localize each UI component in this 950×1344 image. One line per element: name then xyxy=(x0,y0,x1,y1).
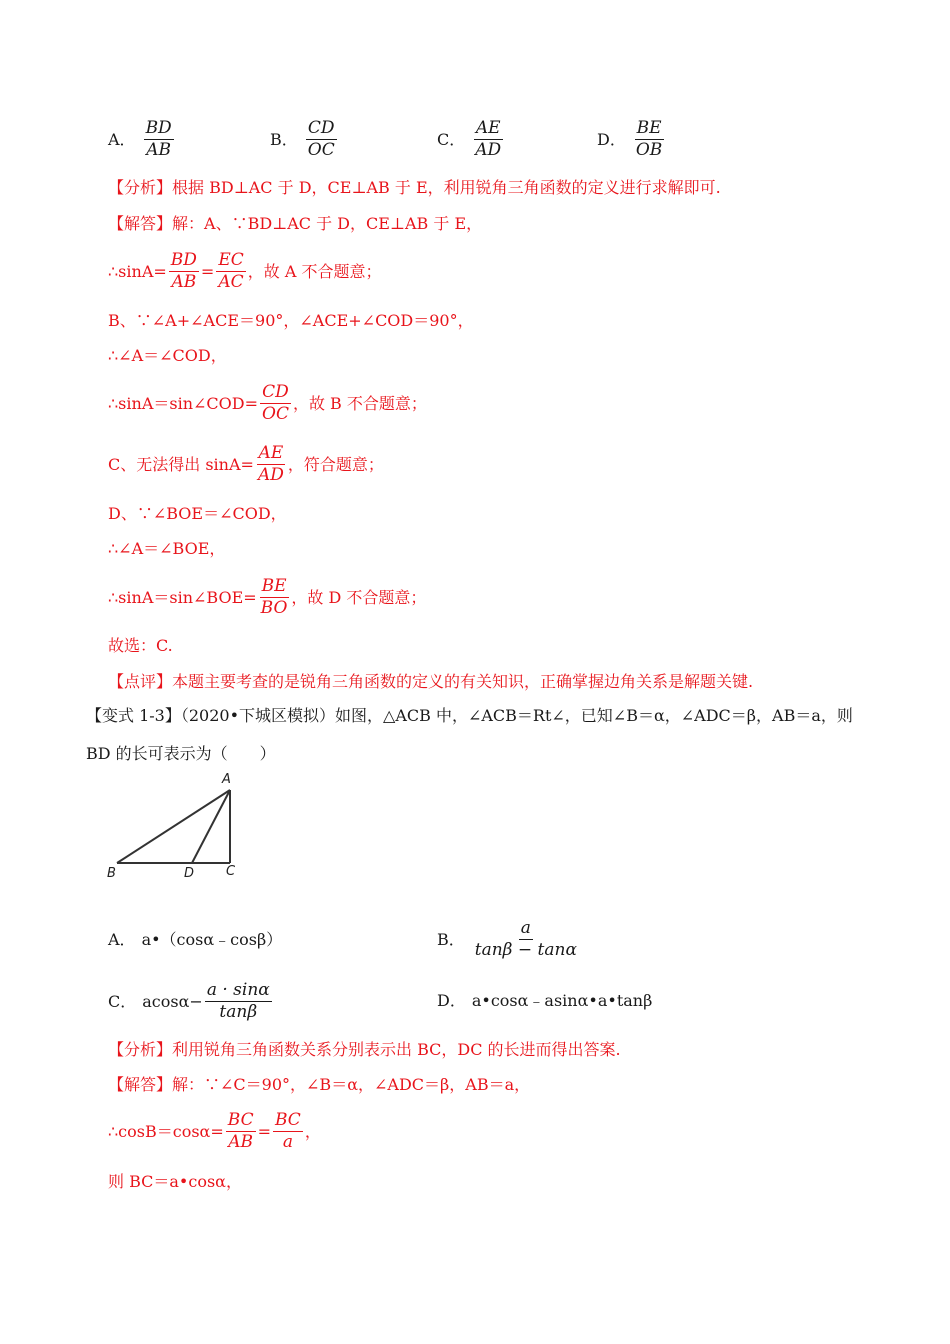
analysis-tag: 【分析】 xyxy=(108,1040,173,1059)
fraction-denominator: AD xyxy=(257,465,284,485)
answer-tag: 【解答】 xyxy=(108,1075,173,1094)
expr-text: ，符合题意； xyxy=(287,454,384,474)
vertex-label-a: A xyxy=(222,772,231,787)
q2-answer-line-3: 则 BC＝a•cosα， xyxy=(108,1172,242,1191)
option-label: C． xyxy=(437,129,466,149)
option-label: A． xyxy=(108,129,136,149)
fraction-denominator: OB xyxy=(635,140,663,160)
option-text: acosα− xyxy=(142,991,203,1011)
answer-text: 解：∵∠C＝90°，∠B＝α，∠ADC＝β，AB＝a， xyxy=(172,1075,531,1094)
fraction-numerator: BD xyxy=(170,250,197,270)
fraction-denominator: OC xyxy=(262,404,289,424)
fraction-denominator: AB xyxy=(171,272,197,292)
segment-da xyxy=(192,790,230,863)
fraction-numerator: CD xyxy=(307,118,335,138)
expr-text: ， xyxy=(304,1121,321,1141)
fraction-numerator: EC xyxy=(218,250,244,270)
q1-option-d xyxy=(597,118,666,161)
fraction-numerator: a xyxy=(520,918,531,938)
fraction-denominator: AC xyxy=(218,272,244,292)
fraction-denominator: AD xyxy=(475,140,502,160)
expr-text: ∴sinA＝sin∠BOE= xyxy=(108,587,257,607)
fraction-numerator: AE xyxy=(258,443,284,463)
q2-answer-line-1 xyxy=(108,1075,530,1095)
comment-text: 本题主要考查的是锐角三角函数的定义的有关知识，正确掌握边角关系是解题关键. xyxy=(172,672,754,691)
equals-sign: = xyxy=(257,1121,271,1141)
q1-answer-line-10: 故选：C. xyxy=(108,636,173,655)
q2-option-a xyxy=(108,930,282,950)
comment-tag: 【点评】 xyxy=(108,672,173,691)
fraction-denominator: a xyxy=(282,1132,293,1152)
expr-text: ，故 B 不合题意； xyxy=(292,393,427,413)
expr-text: ∴cosB＝cosα= xyxy=(108,1121,224,1141)
q2-answer-line-2 xyxy=(108,1110,321,1153)
fraction-denominator: tanβ − tanα xyxy=(474,940,577,960)
segment-ba xyxy=(117,790,230,863)
option-label: B． xyxy=(437,929,465,949)
fraction-numerator: BC xyxy=(275,1110,301,1130)
equals-sign: = xyxy=(200,261,215,281)
fraction-numerator: BC xyxy=(227,1110,254,1130)
fraction-numerator: AE xyxy=(475,118,501,138)
q2-option-d xyxy=(437,991,652,1011)
answer-tag: 【解答】 xyxy=(108,214,173,233)
fraction-numerator: BE xyxy=(261,576,287,596)
option-label: D． xyxy=(597,129,626,149)
analysis-tag: 【分析】 xyxy=(108,178,173,197)
q1-option-a xyxy=(108,118,176,161)
option-label: A． xyxy=(108,930,136,949)
fraction-denominator: tanβ xyxy=(219,1002,258,1022)
q1-answer-line-4: ∴∠A＝∠COD， xyxy=(108,346,227,365)
q1-answer-line-1 xyxy=(108,214,482,234)
fraction-numerator: BD xyxy=(145,118,172,138)
analysis-text: 利用锐角三角函数关系分别表示出 BC，DC 的长进而得出答案. xyxy=(172,1040,621,1059)
expr-text: ∴sinA= xyxy=(108,261,167,281)
q1-comment xyxy=(108,672,753,692)
q1-answer-line-8: ∴∠A＝∠BOE， xyxy=(108,539,226,558)
fraction-denominator: AB xyxy=(228,1132,254,1152)
vertex-label-c: C xyxy=(226,864,236,879)
fraction-denominator: OC xyxy=(307,140,335,160)
option-label: C． xyxy=(108,991,137,1011)
option-text: a•cosα﹣asinα•a•tanβ xyxy=(471,991,653,1010)
fraction-denominator: AB xyxy=(146,140,172,160)
q2-option-c xyxy=(108,980,274,1023)
answer-text: 解：A、∵BD⊥AC 于 D，CE⊥AB 于 E， xyxy=(172,214,483,233)
q1-answer-line-5 xyxy=(108,382,427,425)
q1-answer-line-2 xyxy=(108,250,381,293)
expr-text: ，故 D 不合题意； xyxy=(291,587,427,607)
fraction-numerator: CD xyxy=(262,382,289,402)
expr-text: C、无法得出 sinA= xyxy=(108,454,254,474)
fraction-denominator: BO xyxy=(260,598,288,618)
q1-answer-line-6 xyxy=(108,443,384,486)
option-label: D． xyxy=(437,991,466,1010)
vertex-label-b: B xyxy=(107,866,116,881)
analysis-text: 根据 BD⊥AC 于 D，CE⊥AB 于 E，利用锐角三角函数的定义进行求解即可. xyxy=(172,178,721,197)
q1-analysis xyxy=(108,178,721,198)
expr-text: ，故 A 不合题意； xyxy=(247,261,382,281)
q1-option-c xyxy=(437,118,505,161)
q2-stem-line-2: BD 的长可表示为（ ） xyxy=(86,744,276,763)
option-label: B． xyxy=(270,129,298,149)
q1-answer-line-3: B、∵∠A+∠ACE＝90°，∠ACE+∠COD＝90°， xyxy=(108,311,474,330)
fraction-numerator: BE xyxy=(636,118,662,138)
vertex-label-d: D xyxy=(184,866,195,881)
q1-answer-line-7: D、∵∠BOE＝∠COD， xyxy=(108,504,287,523)
expr-text: ∴sinA＝sin∠COD= xyxy=(108,393,259,413)
q1-option-b xyxy=(270,118,339,161)
triangle-figure xyxy=(100,770,250,885)
q2-stem-line-1: 【变式 1-3】（2020•下城区模拟）如图，△ACB 中，∠ACB＝Rt∠，已知∠B＝α，∠ADC＝β，AB＝a，则 xyxy=(86,706,853,725)
fraction-numerator: a · sinα xyxy=(206,980,270,1000)
option-text: a•（cosα﹣cosβ） xyxy=(141,930,283,949)
q2-option-b xyxy=(437,918,581,961)
q1-answer-line-9 xyxy=(108,576,426,619)
q2-analysis xyxy=(108,1040,621,1060)
